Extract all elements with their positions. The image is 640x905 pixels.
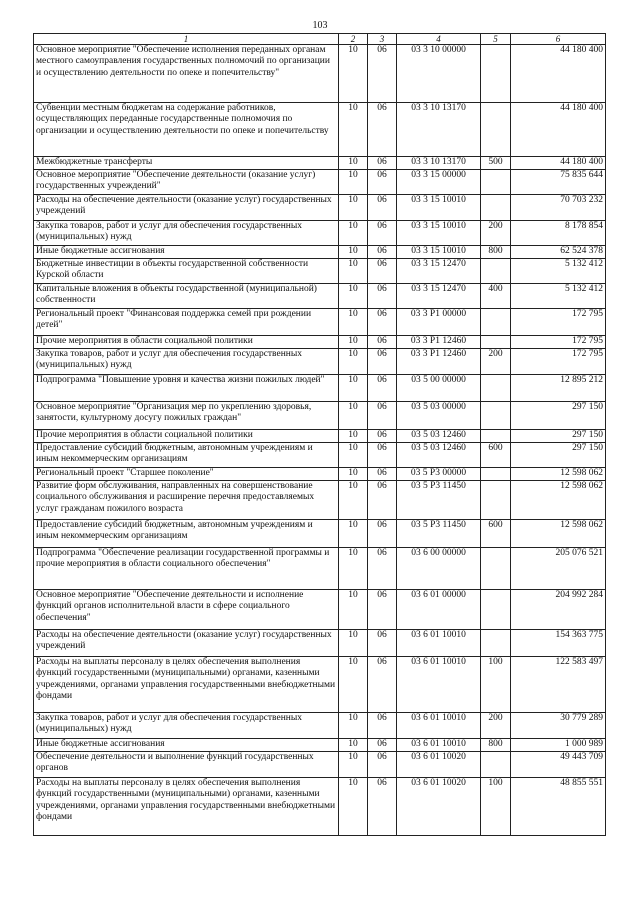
row-name-cell: Межбюджетные трансферты	[34, 157, 339, 170]
row-section-cell: 10	[339, 195, 368, 221]
row-target-code-cell: 03 5 03 00000	[397, 402, 481, 430]
row-section-cell: 10	[339, 284, 368, 309]
row-expense-type-cell	[481, 309, 511, 336]
row-name-cell: Основное мероприятие "Обеспечение исполнения переданных органам местного самоуправления государственных полномочий по организации и осуществлению деятельности по опеке и попечительству"	[34, 45, 339, 103]
row-target-code-cell: 03 3 15 10010	[397, 221, 481, 246]
row-amount-cell: 5 132 412	[511, 259, 606, 284]
row-subsection-cell: 06	[368, 103, 397, 157]
row-amount-cell: 172 795	[511, 349, 606, 375]
row-subsection-cell: 06	[368, 45, 397, 103]
table-row	[34, 336, 606, 349]
row-subsection-cell: 06	[368, 309, 397, 336]
row-amount-cell: 12 895 212	[511, 375, 606, 402]
row-target-code-cell: 03 3 15 12470	[397, 259, 481, 284]
row-amount-cell: 12 598 062	[511, 520, 606, 548]
row-amount-cell: 154 363 775	[511, 630, 606, 657]
table-row	[34, 246, 606, 259]
row-expense-type-cell	[481, 375, 511, 402]
row-section-cell: 10	[339, 157, 368, 170]
row-name-cell: Основное мероприятие "Организация мер по укреплению здоровья, занятости, культурному досугу пожилых граждан"	[34, 402, 339, 430]
row-subsection-cell: 06	[368, 739, 397, 752]
row-name-cell: Капитальные вложения в объекты государственной (муниципальной) собственности	[34, 284, 339, 309]
row-subsection-cell: 06	[368, 520, 397, 548]
table-row	[34, 103, 606, 157]
row-section-cell: 10	[339, 630, 368, 657]
row-subsection-cell: 06	[368, 402, 397, 430]
row-section-cell: 10	[339, 443, 368, 468]
row-amount-cell: 172 795	[511, 336, 606, 349]
column-header: 6	[511, 34, 606, 45]
row-name-cell: Региональный проект "Старшее поколение"	[34, 468, 339, 481]
row-name-cell: Иные бюджетные ассигнования	[34, 739, 339, 752]
row-target-code-cell: 03 6 01 10010	[397, 739, 481, 752]
row-section-cell: 10	[339, 349, 368, 375]
row-target-code-cell: 03 3 P1 12460	[397, 349, 481, 375]
row-subsection-cell: 06	[368, 375, 397, 402]
row-name-cell: Прочие мероприятия в области социальной политики	[34, 336, 339, 349]
row-expense-type-cell	[481, 752, 511, 778]
row-name-cell: Закупка товаров, работ и услуг для обеспечения государственных (муниципальных) нужд	[34, 713, 339, 739]
table-row	[34, 170, 606, 195]
row-expense-type-cell	[481, 170, 511, 195]
row-section-cell: 10	[339, 259, 368, 284]
row-target-code-cell: 03 6 01 10020	[397, 752, 481, 778]
row-section-cell: 10	[339, 548, 368, 590]
row-subsection-cell: 06	[368, 713, 397, 739]
row-expense-type-cell	[481, 45, 511, 103]
row-section-cell: 10	[339, 590, 368, 630]
table-row	[34, 590, 606, 630]
row-amount-cell: 205 076 521	[511, 548, 606, 590]
row-subsection-cell: 06	[368, 430, 397, 443]
row-amount-cell: 62 524 378	[511, 246, 606, 259]
row-amount-cell: 44 180 400	[511, 103, 606, 157]
row-expense-type-cell: 200	[481, 349, 511, 375]
row-expense-type-cell: 800	[481, 246, 511, 259]
row-section-cell: 10	[339, 752, 368, 778]
column-header: 3	[368, 34, 397, 45]
row-expense-type-cell	[481, 630, 511, 657]
row-name-cell: Подпрограмма "Повышение уровня и качества жизни пожилых людей"	[34, 375, 339, 402]
row-amount-cell: 297 150	[511, 443, 606, 468]
row-expense-type-cell	[481, 468, 511, 481]
row-expense-type-cell: 100	[481, 657, 511, 713]
column-header: 4	[397, 34, 481, 45]
row-amount-cell: 30 779 289	[511, 713, 606, 739]
row-subsection-cell: 06	[368, 349, 397, 375]
row-subsection-cell: 06	[368, 590, 397, 630]
row-target-code-cell: 03 6 01 10020	[397, 778, 481, 836]
row-expense-type-cell: 200	[481, 221, 511, 246]
row-expense-type-cell	[481, 103, 511, 157]
row-amount-cell: 48 855 551	[511, 778, 606, 836]
row-subsection-cell: 06	[368, 221, 397, 246]
row-amount-cell: 70 703 232	[511, 195, 606, 221]
row-name-cell: Основное мероприятие "Обеспечение деятельности и исполнение функций органов исполнительной власти в сфере социального обеспечения"	[34, 590, 339, 630]
table-row	[34, 713, 606, 739]
row-amount-cell: 44 180 400	[511, 45, 606, 103]
row-section-cell: 10	[339, 246, 368, 259]
row-target-code-cell: 03 3 P1 12460	[397, 336, 481, 349]
table-row	[34, 739, 606, 752]
row-expense-type-cell	[481, 402, 511, 430]
table-row	[34, 657, 606, 713]
row-subsection-cell: 06	[368, 336, 397, 349]
row-name-cell: Расходы на обеспечение деятельности (оказание услуг) государственных учреждений	[34, 630, 339, 657]
row-section-cell: 10	[339, 103, 368, 157]
row-subsection-cell: 06	[368, 481, 397, 520]
row-expense-type-cell: 200	[481, 713, 511, 739]
row-name-cell: Обеспечение деятельности и выполнение функций государственных органов	[34, 752, 339, 778]
table-row	[34, 195, 606, 221]
row-expense-type-cell: 600	[481, 520, 511, 548]
row-name-cell: Развитие форм обслуживания, направленных на совершенствование социального обслуживания и расширение перечня предоставляемых услуг гражданам пожилого возраста	[34, 481, 339, 520]
table-row	[34, 221, 606, 246]
row-amount-cell: 297 150	[511, 402, 606, 430]
row-name-cell: Предоставление субсидий бюджетным, автономным учреждениям и иным некоммерческим организациям	[34, 443, 339, 468]
row-expense-type-cell	[481, 481, 511, 520]
row-subsection-cell: 06	[368, 630, 397, 657]
row-subsection-cell: 06	[368, 246, 397, 259]
table-row	[34, 443, 606, 468]
row-expense-type-cell: 800	[481, 739, 511, 752]
row-amount-cell: 8 178 854	[511, 221, 606, 246]
row-name-cell: Подпрограмма "Обеспечение реализации государственной программы и прочие мероприятия в области социального обеспечения"	[34, 548, 339, 590]
page-number: 103	[312, 20, 328, 31]
row-expense-type-cell	[481, 430, 511, 443]
row-subsection-cell: 06	[368, 752, 397, 778]
row-target-code-cell: 03 3 15 00000	[397, 170, 481, 195]
row-name-cell: Расходы на выплаты персоналу в целях обеспечения выполнения функций государственными (муниципальными) органами, казенными учреждениями, органами управления государственными внебюджетными фондами	[34, 657, 339, 713]
column-header: 1	[34, 34, 339, 45]
row-amount-cell: 204 992 284	[511, 590, 606, 630]
row-amount-cell: 5 132 412	[511, 284, 606, 309]
row-target-code-cell: 03 6 01 10010	[397, 630, 481, 657]
row-amount-cell: 172 795	[511, 309, 606, 336]
row-name-cell: Субвенции местным бюджетам на содержание работников, осуществляющих переданные государственные полномочия по организации и осуществлению деятельности по опеке и попечительству	[34, 103, 339, 157]
row-section-cell: 10	[339, 481, 368, 520]
row-section-cell: 10	[339, 430, 368, 443]
row-section-cell: 10	[339, 170, 368, 195]
row-name-cell: Бюджетные инвестиции в объекты государственной собственности Курской области	[34, 259, 339, 284]
row-expense-type-cell: 500	[481, 157, 511, 170]
row-target-code-cell: 03 5 P3 00000	[397, 468, 481, 481]
row-section-cell: 10	[339, 739, 368, 752]
row-subsection-cell: 06	[368, 548, 397, 590]
row-target-code-cell: 03 5 00 00000	[397, 375, 481, 402]
table-row	[34, 375, 606, 402]
row-target-code-cell: 03 3 15 12470	[397, 284, 481, 309]
row-name-cell: Закупка товаров, работ и услуг для обеспечения государственных (муниципальных) нужд	[34, 221, 339, 246]
column-header: 2	[339, 34, 368, 45]
row-expense-type-cell	[481, 336, 511, 349]
row-name-cell: Расходы на обеспечение деятельности (оказание услуг) государственных учреждений	[34, 195, 339, 221]
row-section-cell: 10	[339, 221, 368, 246]
row-section-cell: 10	[339, 657, 368, 713]
row-amount-cell: 75 835 644	[511, 170, 606, 195]
table-row	[34, 284, 606, 309]
row-subsection-cell: 06	[368, 657, 397, 713]
row-target-code-cell: 03 3 10 00000	[397, 45, 481, 103]
row-subsection-cell: 06	[368, 284, 397, 309]
row-amount-cell: 44 180 400	[511, 157, 606, 170]
table-row	[34, 402, 606, 430]
row-name-cell: Иные бюджетные ассигнования	[34, 246, 339, 259]
row-expense-type-cell	[481, 195, 511, 221]
row-target-code-cell: 03 6 01 10010	[397, 713, 481, 739]
row-amount-cell: 297 150	[511, 430, 606, 443]
row-subsection-cell: 06	[368, 468, 397, 481]
row-name-cell: Основное мероприятие "Обеспечение деятельности (оказание услуг) государственных учреждений"	[34, 170, 339, 195]
row-subsection-cell: 06	[368, 195, 397, 221]
row-target-code-cell: 03 5 P3 11450	[397, 520, 481, 548]
row-section-cell: 10	[339, 336, 368, 349]
row-name-cell: Предоставление субсидий бюджетным, автономным учреждениям и иным некоммерческим организациям	[34, 520, 339, 548]
row-target-code-cell: 03 5 03 12460	[397, 430, 481, 443]
row-target-code-cell: 03 3 P1 00000	[397, 309, 481, 336]
row-target-code-cell: 03 5 03 12460	[397, 443, 481, 468]
row-expense-type-cell	[481, 590, 511, 630]
row-expense-type-cell: 600	[481, 443, 511, 468]
table-body	[34, 45, 606, 836]
table-row	[34, 481, 606, 520]
row-subsection-cell: 06	[368, 259, 397, 284]
table-row	[34, 349, 606, 375]
row-expense-type-cell: 400	[481, 284, 511, 309]
table-header-row	[34, 34, 606, 45]
row-name-cell: Расходы на выплаты персоналу в целях обеспечения выполнения функций государственными (муниципальными) органами, казенными учреждениями, органами управления государственными внебюджетными фондами	[34, 778, 339, 836]
row-section-cell: 10	[339, 713, 368, 739]
row-target-code-cell: 03 6 01 10010	[397, 657, 481, 713]
row-target-code-cell: 03 6 00 00000	[397, 548, 481, 590]
table-row	[34, 468, 606, 481]
row-amount-cell: 12 598 062	[511, 481, 606, 520]
row-section-cell: 10	[339, 45, 368, 103]
row-target-code-cell: 03 5 P3 11450	[397, 481, 481, 520]
table-row	[34, 752, 606, 778]
row-section-cell: 10	[339, 520, 368, 548]
row-subsection-cell: 06	[368, 157, 397, 170]
row-section-cell: 10	[339, 778, 368, 836]
row-amount-cell: 49 443 709	[511, 752, 606, 778]
table-row	[34, 259, 606, 284]
row-target-code-cell: 03 3 15 10010	[397, 195, 481, 221]
row-expense-type-cell	[481, 548, 511, 590]
row-section-cell: 10	[339, 309, 368, 336]
row-subsection-cell: 06	[368, 778, 397, 836]
row-expense-type-cell: 100	[481, 778, 511, 836]
row-amount-cell: 12 598 062	[511, 468, 606, 481]
table-row	[34, 630, 606, 657]
table-row	[34, 778, 606, 836]
row-section-cell: 10	[339, 468, 368, 481]
row-target-code-cell: 03 3 15 10010	[397, 246, 481, 259]
row-expense-type-cell	[481, 259, 511, 284]
row-name-cell: Прочие мероприятия в области социальной политики	[34, 430, 339, 443]
row-amount-cell: 1 000 989	[511, 739, 606, 752]
table-row	[34, 548, 606, 590]
row-subsection-cell: 06	[368, 170, 397, 195]
table-row	[34, 157, 606, 170]
row-name-cell: Региональный проект "Финансовая поддержка семей при рождении детей"	[34, 309, 339, 336]
table-row	[34, 309, 606, 336]
row-subsection-cell: 06	[368, 443, 397, 468]
column-header: 5	[481, 34, 511, 45]
budget-table	[33, 33, 606, 836]
table-row	[34, 520, 606, 548]
row-section-cell: 10	[339, 402, 368, 430]
row-target-code-cell: 03 6 01 00000	[397, 590, 481, 630]
row-section-cell: 10	[339, 375, 368, 402]
row-name-cell: Закупка товаров, работ и услуг для обеспечения государственных (муниципальных) нужд	[34, 349, 339, 375]
row-amount-cell: 122 583 497	[511, 657, 606, 713]
table-row	[34, 430, 606, 443]
row-target-code-cell: 03 3 10 13170	[397, 103, 481, 157]
row-target-code-cell: 03 3 10 13170	[397, 157, 481, 170]
table-row	[34, 45, 606, 103]
